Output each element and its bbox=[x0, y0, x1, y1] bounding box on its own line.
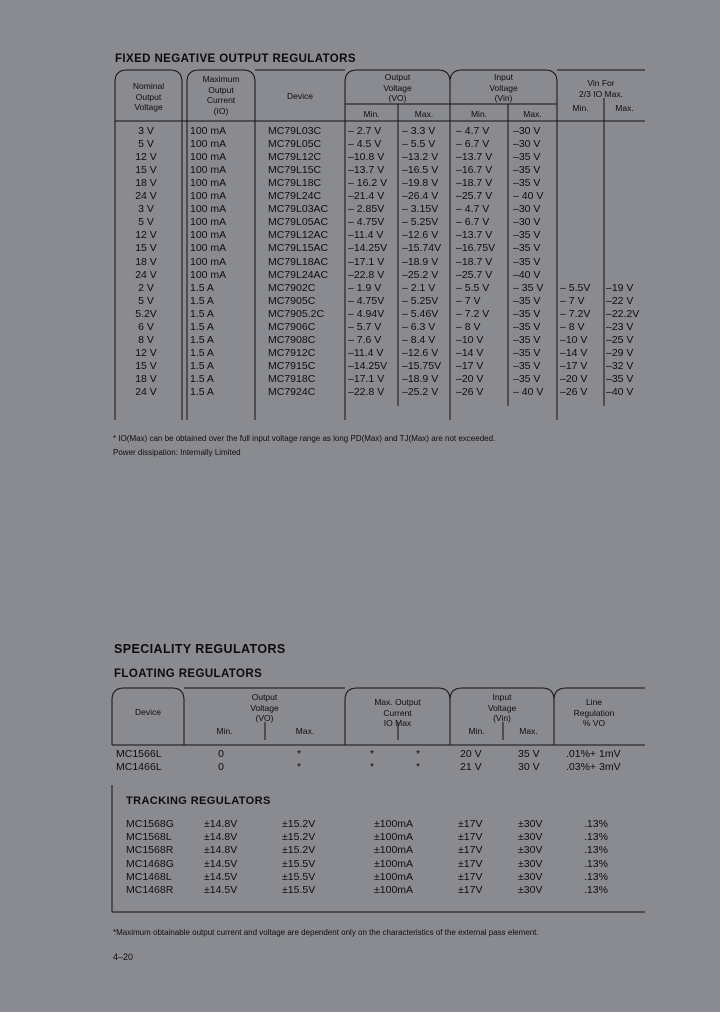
table-row bbox=[0, 831, 720, 844]
cell-vin-max: –35 V bbox=[513, 164, 541, 177]
cell-vout-min: – 2.85V bbox=[348, 203, 385, 216]
cell-device: MC79L15C bbox=[268, 164, 322, 177]
cell-vin23-max: –19 V bbox=[606, 281, 634, 294]
cell-vout-min: –21.4 V bbox=[348, 190, 385, 203]
cell-nominal-voltage: 12 V bbox=[135, 229, 157, 242]
cell-vin-max: –30 V bbox=[513, 216, 541, 229]
fixed-table-title: FIXED NEGATIVE OUTPUT REGULATORS bbox=[115, 53, 356, 65]
cell-nominal-voltage: 6 V bbox=[138, 320, 154, 333]
float-header-vout-max: Max. bbox=[295, 726, 315, 736]
table-row bbox=[0, 347, 720, 360]
tracking-title: TRACKING REGULATORS bbox=[126, 795, 271, 807]
cell-vout-min: –22.8 V bbox=[348, 386, 385, 398]
table-row bbox=[0, 321, 720, 334]
table-row bbox=[0, 138, 720, 151]
cell-vin-max: –35 V bbox=[513, 229, 541, 242]
cell-device: MC7902C bbox=[268, 281, 316, 294]
cell-vout-max: – 6.3 V bbox=[402, 320, 436, 333]
cell-current-a: * bbox=[369, 748, 375, 760]
cell-vout-min: 0 bbox=[218, 761, 224, 773]
table-row bbox=[0, 242, 720, 255]
header-output-voltage: Output Voltage (VO) bbox=[383, 72, 412, 103]
cell-max-current: ±100mA bbox=[374, 870, 414, 883]
cell-nominal-voltage: 5 V bbox=[138, 138, 154, 151]
cell-vin-max: –35 V bbox=[513, 320, 541, 333]
speciality-footnote: *Maximum obtainable output current and voltage are dependent only on the characteristics of the external pass element. bbox=[113, 928, 539, 937]
cell-vin-min: –16.7 V bbox=[456, 164, 493, 177]
cell-vout-min: – 4.75V bbox=[348, 294, 385, 307]
cell-vin-max: –30 V bbox=[513, 138, 541, 151]
cell-vin23-max: –35 V bbox=[606, 372, 634, 385]
cell-device: MC7905C bbox=[268, 294, 316, 307]
cell-max-current: 100 mA bbox=[190, 242, 227, 255]
cell-device: MC79L24AC bbox=[268, 268, 329, 281]
cell-nominal-voltage: 15 V bbox=[135, 359, 157, 372]
cell-max-current: 1.5 A bbox=[190, 294, 214, 307]
header-vin-min: Min. bbox=[470, 109, 488, 119]
cell-vin23-max: –40 V bbox=[606, 386, 634, 398]
cell-vin23-max: –22 V bbox=[606, 294, 634, 307]
cell-vin-min: ±17V bbox=[458, 884, 483, 896]
table-row bbox=[0, 190, 720, 203]
cell-line-regulation: .13% bbox=[584, 857, 608, 870]
cell-vout-max: –16.5 V bbox=[402, 164, 439, 177]
cell-vin-max: –35 V bbox=[513, 333, 541, 346]
cell-vout-min: ±14.5V bbox=[204, 884, 238, 896]
cell-vout-max: * bbox=[296, 748, 302, 760]
cell-vout-min: –22.8 V bbox=[348, 268, 385, 281]
cell-device: MC79L03AC bbox=[268, 203, 329, 216]
cell-vin23-max: –25 V bbox=[606, 333, 634, 346]
cell-line-regulation: .13% bbox=[584, 884, 608, 896]
fixed-note-current: * IO(Max) can be obtained over the full input voltage range as long PD(Max) and TJ(Max) are not exceeded. bbox=[113, 434, 496, 443]
cell-current-b: * bbox=[415, 761, 421, 773]
header-vin23-max: Max. bbox=[615, 103, 634, 113]
cell-vin23-min: – 5.5V bbox=[560, 281, 591, 294]
cell-vout-max: –15.74V bbox=[402, 242, 442, 255]
float-header-device: Device bbox=[135, 707, 161, 717]
cell-device: MC1568G bbox=[126, 818, 174, 830]
cell-vout-min: –11.4 V bbox=[348, 346, 384, 359]
cell-vout-max: ±15.5V bbox=[282, 884, 316, 896]
cell-vin-min: – 7 V bbox=[456, 294, 481, 307]
cell-nominal-voltage: 18 V bbox=[135, 372, 157, 385]
cell-vout-min: 0 bbox=[218, 748, 224, 760]
header-nominal-voltage: Nominal Output Voltage bbox=[132, 81, 165, 112]
cell-vout-max: – 8.4 V bbox=[402, 333, 436, 346]
cell-line-regulation: .13% bbox=[584, 818, 608, 830]
cell-vin-max: 30 V bbox=[518, 761, 540, 773]
cell-max-current: 1.5 A bbox=[190, 281, 214, 294]
table-row bbox=[0, 761, 720, 774]
cell-max-current: 100 mA bbox=[190, 138, 227, 151]
cell-vin23-min: – 7.2V bbox=[560, 307, 591, 320]
table-row bbox=[0, 748, 720, 761]
cell-vout-min: – 2.7 V bbox=[348, 125, 382, 137]
table-row bbox=[0, 858, 720, 871]
cell-device: MC79L05C bbox=[268, 138, 322, 151]
cell-vin-min: – 6.7 V bbox=[456, 216, 490, 229]
cell-vin-min: 20 V bbox=[460, 748, 482, 760]
cell-line-regulation: .13% bbox=[584, 831, 608, 844]
cell-vin23-min: –20 V bbox=[560, 372, 588, 385]
cell-vout-max: –13.2 V bbox=[402, 151, 439, 164]
float-header-vin-min: Min. bbox=[468, 726, 485, 736]
cell-vin-min: –13.7 V bbox=[456, 151, 493, 164]
table-row bbox=[0, 177, 720, 190]
cell-device: MC1468R bbox=[126, 884, 174, 896]
cell-nominal-voltage: 5 V bbox=[138, 216, 154, 229]
cell-nominal-voltage: 15 V bbox=[135, 242, 157, 255]
cell-vout-max: –26.4 V bbox=[402, 190, 439, 203]
cell-vin-min: –18.7 V bbox=[456, 255, 493, 268]
cell-vin23-max: –23 V bbox=[606, 320, 634, 333]
table-row bbox=[0, 871, 720, 884]
cell-vin23-max: –29 V bbox=[606, 346, 634, 359]
cell-vin-min: –17 V bbox=[456, 359, 484, 372]
cell-vin-min: –10 V bbox=[456, 333, 484, 346]
cell-device: MC7915C bbox=[268, 359, 316, 372]
table-row bbox=[0, 844, 720, 857]
cell-vin-min: – 4.7 V bbox=[456, 125, 490, 137]
cell-vin-min: –26 V bbox=[456, 386, 484, 398]
cell-max-current: ±100mA bbox=[374, 857, 414, 870]
cell-device: MC1568R bbox=[126, 844, 174, 857]
header-vin-max: Max. bbox=[523, 109, 542, 119]
table-row bbox=[0, 151, 720, 164]
cell-nominal-voltage: 8 V bbox=[138, 333, 154, 346]
header-vin23-min: Min. bbox=[572, 103, 589, 113]
cell-device: MC7908C bbox=[268, 333, 316, 346]
table-row bbox=[0, 818, 720, 831]
cell-max-current: 1.5 A bbox=[190, 359, 214, 372]
cell-vin-max: –35 V bbox=[513, 255, 541, 268]
cell-vin-min: ±17V bbox=[458, 818, 483, 830]
cell-vout-min: ±14.5V bbox=[204, 870, 238, 883]
cell-device: MC7912C bbox=[268, 346, 316, 359]
cell-vout-min: ±14.8V bbox=[204, 818, 238, 830]
cell-nominal-voltage: 5.2V bbox=[135, 307, 157, 320]
header-max-current: Maximum Output Current (IO) bbox=[202, 74, 240, 116]
cell-vin-max: ±30V bbox=[518, 844, 543, 857]
cell-vout-max: –25.2 V bbox=[402, 268, 439, 281]
cell-vout-max: * bbox=[296, 761, 302, 773]
header-input-voltage: Input Voltage (Vin) bbox=[489, 72, 518, 103]
cell-max-current: 1.5 A bbox=[190, 320, 214, 333]
cell-max-current: ±100mA bbox=[374, 844, 414, 857]
cell-vout-min: – 4.75V bbox=[348, 216, 385, 229]
cell-vin-max: ±30V bbox=[518, 831, 543, 844]
cell-vin23-min: – 8 V bbox=[560, 320, 585, 333]
table-row bbox=[0, 360, 720, 373]
cell-vout-max: – 5.25V bbox=[402, 216, 439, 229]
cell-nominal-voltage: 5 V bbox=[138, 294, 154, 307]
cell-max-current: 100 mA bbox=[190, 203, 227, 216]
cell-vin-max: –35 V bbox=[513, 372, 541, 385]
cell-max-current: 100 mA bbox=[190, 164, 227, 177]
table-row bbox=[0, 269, 720, 282]
cell-vin-max: –35 V bbox=[513, 151, 541, 164]
cell-device: MC7906C bbox=[268, 320, 316, 333]
cell-vin-min: –13.7 V bbox=[456, 229, 493, 242]
cell-device: MC79L15AC bbox=[268, 242, 329, 255]
table-row bbox=[0, 256, 720, 269]
cell-nominal-voltage: 3 V bbox=[138, 125, 154, 137]
table-row bbox=[0, 334, 720, 347]
cell-vin-min: – 8 V bbox=[456, 320, 481, 333]
table-row bbox=[0, 164, 720, 177]
cell-vin-min: – 7.2 V bbox=[456, 307, 490, 320]
cell-vin23-max: –32 V bbox=[606, 359, 634, 372]
cell-vin-min: –14 V bbox=[456, 346, 484, 359]
cell-vin-max: –30 V bbox=[513, 125, 541, 137]
cell-device: MC1568L bbox=[126, 831, 172, 844]
table-row bbox=[0, 216, 720, 229]
cell-vout-max: –18.9 V bbox=[402, 255, 439, 268]
cell-vin-max: –35 V bbox=[513, 294, 541, 307]
cell-vout-min: – 1.9 V bbox=[348, 281, 382, 294]
cell-vin-min: – 4.7 V bbox=[456, 203, 490, 216]
cell-nominal-voltage: 12 V bbox=[135, 346, 157, 359]
cell-vin-max: ±30V bbox=[518, 870, 543, 883]
float-header-max-current: Max. Output Current IO Max bbox=[374, 697, 421, 728]
cell-vout-min: –14.25V bbox=[348, 242, 388, 255]
speciality-title: SPECIALITY REGULATORS bbox=[114, 642, 286, 656]
cell-max-current: 100 mA bbox=[190, 177, 227, 190]
cell-device: MC79L12AC bbox=[268, 229, 329, 242]
cell-vin-min: 21 V bbox=[460, 761, 482, 773]
cell-device: MC79L18AC bbox=[268, 255, 329, 268]
header-device: Device bbox=[287, 91, 313, 101]
cell-nominal-voltage: 12 V bbox=[135, 151, 157, 164]
cell-nominal-voltage: 2 V bbox=[138, 281, 154, 294]
cell-vin23-min: –10 V bbox=[560, 333, 588, 346]
float-header-line-regulation: Line Regulation % VO bbox=[573, 697, 615, 728]
cell-vin-max: ±30V bbox=[518, 884, 543, 896]
table-row bbox=[0, 373, 720, 386]
cell-vin-max: ±30V bbox=[518, 857, 543, 870]
table-row bbox=[0, 295, 720, 308]
cell-nominal-voltage: 24 V bbox=[135, 386, 157, 398]
cell-vin-max: ±30V bbox=[518, 818, 543, 830]
cell-vin23-max: –22.2V bbox=[606, 307, 640, 320]
cell-device: MC79L12C bbox=[268, 151, 322, 164]
cell-vout-min: –17.1 V bbox=[348, 255, 385, 268]
cell-vout-max: – 5.5 V bbox=[402, 138, 436, 151]
header-vin-two-thirds: Vin For 2/3 IO Max. bbox=[579, 78, 623, 99]
cell-vout-min: ±14.5V bbox=[204, 857, 238, 870]
cell-line-regulation: .13% bbox=[584, 844, 608, 857]
cell-max-current: ±100mA bbox=[374, 831, 414, 844]
cell-vout-min: –11.4 V bbox=[348, 229, 384, 242]
cell-vin-max: –35 V bbox=[513, 177, 541, 190]
cell-vout-min: – 4.5 V bbox=[348, 138, 382, 151]
cell-vout-max: – 3.3 V bbox=[402, 125, 436, 137]
cell-device: MC1466L bbox=[116, 761, 162, 773]
float-header-output-voltage: Output Voltage (VO) bbox=[250, 692, 279, 723]
cell-max-current: 1.5 A bbox=[190, 307, 214, 320]
cell-device: MC79L03C bbox=[268, 125, 322, 137]
cell-vin-min: – 6.7 V bbox=[456, 138, 490, 151]
fixed-note-power: Power dissipation: Internally Limited bbox=[113, 448, 241, 457]
cell-line-regulation: .03%+ 3mV bbox=[566, 761, 621, 773]
cell-vout-max: ±15.5V bbox=[282, 870, 316, 883]
cell-vin-max: –35 V bbox=[513, 307, 541, 320]
header-vout-max: Max. bbox=[414, 109, 434, 119]
cell-vout-max: – 5.46V bbox=[402, 307, 439, 320]
cell-max-current: 100 mA bbox=[190, 255, 227, 268]
cell-max-current: 1.5 A bbox=[190, 333, 214, 346]
table-row bbox=[0, 229, 720, 242]
cell-vin-max: –40 V bbox=[513, 268, 541, 281]
cell-vout-min: – 5.7 V bbox=[348, 320, 382, 333]
cell-vout-min: –14.25V bbox=[348, 359, 388, 372]
table-row bbox=[0, 386, 720, 399]
cell-current-a: * bbox=[369, 761, 375, 773]
cell-vout-max: –12.6 V bbox=[402, 229, 439, 242]
cell-max-current: 100 mA bbox=[190, 151, 227, 164]
cell-vin-max: 35 V bbox=[518, 748, 540, 760]
cell-device: MC1566L bbox=[116, 748, 162, 760]
cell-line-regulation: .01%+ 1mV bbox=[566, 748, 621, 760]
cell-vin-min: –20 V bbox=[456, 372, 484, 385]
cell-vout-max: ±15.2V bbox=[282, 818, 316, 830]
float-header-vout-min: Min. bbox=[216, 726, 233, 736]
cell-vin-max: –35 V bbox=[513, 242, 541, 255]
cell-device: MC1468G bbox=[126, 857, 174, 870]
cell-vin-min: – 5.5 V bbox=[456, 281, 490, 294]
cell-vout-max: – 3.15V bbox=[402, 203, 439, 216]
table-row bbox=[0, 308, 720, 321]
cell-vin-min: –16.75V bbox=[456, 242, 496, 255]
cell-max-current: 100 mA bbox=[190, 229, 227, 242]
cell-vout-max: ±15.5V bbox=[282, 857, 316, 870]
cell-nominal-voltage: 3 V bbox=[138, 203, 154, 216]
cell-vout-min: –17.1 V bbox=[348, 372, 385, 385]
cell-vout-min: ±14.8V bbox=[204, 831, 238, 844]
cell-vin-min: –25.7 V bbox=[456, 190, 493, 203]
cell-vout-min: – 16.2 V bbox=[348, 177, 388, 190]
cell-vout-max: – 5.25V bbox=[402, 294, 439, 307]
cell-vin-max: – 35 V bbox=[513, 281, 544, 294]
cell-max-current: 1.5 A bbox=[190, 386, 214, 398]
cell-max-current: ±100mA bbox=[374, 884, 414, 896]
cell-device: MC79L05AC bbox=[268, 216, 329, 229]
cell-vout-min: – 4.94V bbox=[348, 307, 385, 320]
table-row bbox=[0, 884, 720, 897]
cell-vout-max: ±15.2V bbox=[282, 831, 316, 844]
table-row bbox=[0, 203, 720, 216]
table-row bbox=[0, 282, 720, 295]
floating-title: FLOATING REGULATORS bbox=[114, 668, 263, 680]
cell-current-b: * bbox=[415, 748, 421, 760]
float-header-input-voltage: Input Voltage (Vin) bbox=[487, 692, 517, 723]
cell-device: MC79L24C bbox=[268, 190, 322, 203]
cell-max-current: ±100mA bbox=[374, 818, 414, 830]
cell-vin-max: – 40 V bbox=[513, 190, 544, 203]
cell-vin-max: –35 V bbox=[513, 346, 541, 359]
cell-max-current: 100 mA bbox=[190, 125, 227, 137]
cell-max-current: 100 mA bbox=[190, 268, 227, 281]
cell-vout-max: –25.2 V bbox=[402, 386, 439, 398]
header-vout-min: Min. bbox=[363, 109, 380, 119]
cell-device: MC7924C bbox=[268, 386, 316, 398]
cell-device: MC1468L bbox=[126, 870, 172, 883]
page-number: 4–20 bbox=[113, 952, 134, 962]
cell-vin-min: ±17V bbox=[458, 857, 483, 870]
cell-max-current: 100 mA bbox=[190, 216, 227, 229]
cell-nominal-voltage: 18 V bbox=[135, 255, 157, 268]
cell-vin-min: –25.7 V bbox=[456, 268, 493, 281]
cell-vout-max: – 2.1 V bbox=[402, 281, 436, 294]
cell-vout-max: –18.9 V bbox=[402, 372, 439, 385]
cell-vout-max: ±15.2V bbox=[282, 844, 316, 857]
table-row bbox=[0, 125, 720, 138]
cell-vin23-min: –26 V bbox=[560, 386, 588, 398]
cell-nominal-voltage: 18 V bbox=[135, 177, 157, 190]
cell-nominal-voltage: 15 V bbox=[135, 164, 157, 177]
cell-nominal-voltage: 24 V bbox=[135, 268, 157, 281]
cell-vin-min: ±17V bbox=[458, 870, 483, 883]
cell-line-regulation: .13% bbox=[584, 870, 608, 883]
cell-device: MC7905.2C bbox=[268, 307, 325, 320]
cell-vout-min: ±14.8V bbox=[204, 844, 238, 857]
cell-vin-max: –35 V bbox=[513, 359, 541, 372]
cell-max-current: 1.5 A bbox=[190, 346, 214, 359]
cell-vout-max: –15.75V bbox=[402, 359, 442, 372]
cell-vin-min: ±17V bbox=[458, 844, 483, 857]
cell-vin23-min: –17 V bbox=[560, 359, 588, 372]
cell-vout-min: –13.7 V bbox=[348, 164, 385, 177]
cell-vin23-min: – 7 V bbox=[560, 294, 585, 307]
cell-vout-min: –10.8 V bbox=[348, 151, 385, 164]
float-header-vin-max: Max. bbox=[519, 726, 538, 736]
cell-device: MC79L18C bbox=[268, 177, 322, 190]
cell-vout-min: – 7.6 V bbox=[348, 333, 382, 346]
cell-nominal-voltage: 24 V bbox=[135, 190, 157, 203]
cell-vout-max: –19.8 V bbox=[402, 177, 439, 190]
cell-vin-max: – 40 V bbox=[513, 386, 544, 398]
cell-max-current: 1.5 A bbox=[190, 372, 214, 385]
cell-vin-min: ±17V bbox=[458, 831, 483, 844]
cell-vin-max: –30 V bbox=[513, 203, 541, 216]
cell-device: MC7918C bbox=[268, 372, 316, 385]
cell-max-current: 100 mA bbox=[190, 190, 227, 203]
cell-vout-max: –12.6 V bbox=[402, 346, 439, 359]
cell-vin-min: –18.7 V bbox=[456, 177, 493, 190]
cell-vin23-min: –14 V bbox=[560, 346, 588, 359]
